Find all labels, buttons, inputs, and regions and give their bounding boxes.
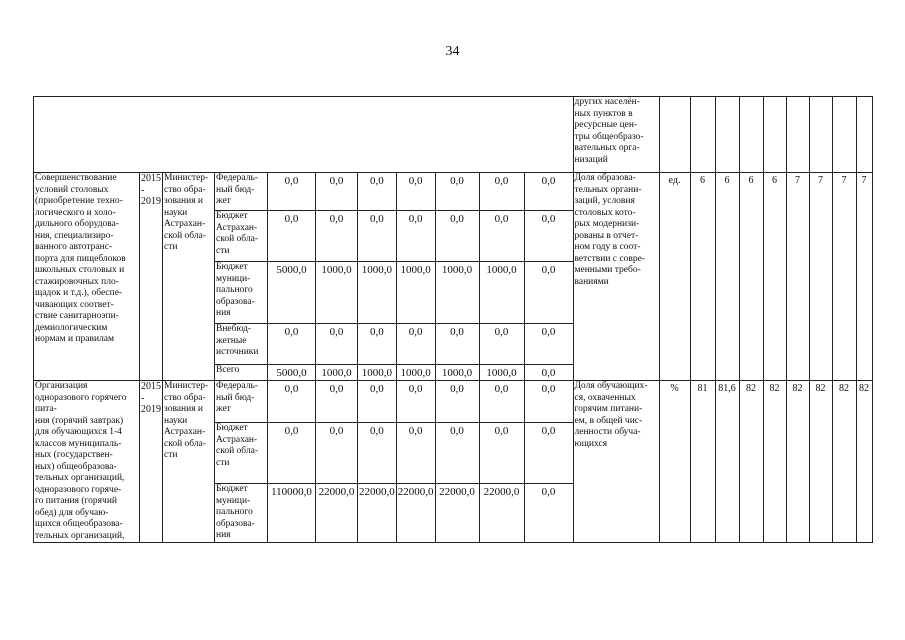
funding-source: Федераль- ный бюд- жет bbox=[215, 381, 268, 423]
funding-value: 0,0 bbox=[479, 211, 524, 262]
funding-value: 1000,0 bbox=[479, 365, 524, 381]
measure-name: Организация одноразового горячего пита- ния (горячий завтрак) для обучающихся 1-4 классов муниципаль- ных (государствен- ных) общеобразова- тельных организаций, одноразового горяче- го питания (горячий обед) для обучаю- щихся общеобразова- тельных организаций, bbox=[34, 381, 140, 543]
funding-value: 0,0 bbox=[524, 484, 573, 543]
funding-value: 22000,0 bbox=[316, 484, 358, 543]
funding-value: 0,0 bbox=[479, 324, 524, 365]
funding-value: 0,0 bbox=[358, 211, 397, 262]
funding-value: 0,0 bbox=[524, 262, 573, 324]
funding-value: 1000,0 bbox=[358, 365, 397, 381]
funding-value: 0,0 bbox=[396, 173, 435, 211]
funding-value: 0,0 bbox=[268, 211, 316, 262]
funding-value: 0,0 bbox=[268, 381, 316, 423]
indicator-value: 7 bbox=[832, 173, 856, 381]
measure-name: Совершенствование условий столовых (приобретение техно- логического и холо- дильного оборудова- ния, специализиро- ванного автотранс- порта для пищеблоков школьных столовых и стажировочных пло- щадок и т.д.), обеспе- чивающих соответ- ствие санитарноэпи- демиологическим нормам и правилам bbox=[34, 173, 140, 381]
measure-executor: Министер- ство обра- зования и науки Астрахан- ской обла- сти bbox=[163, 173, 215, 381]
funding-value: 0,0 bbox=[435, 423, 479, 484]
funding-value: 0,0 bbox=[524, 381, 573, 423]
funding-source: Бюджет Астрахан- ской обла- сти bbox=[215, 211, 268, 262]
funding-source: Федераль- ный бюд- жет bbox=[215, 173, 268, 211]
funding-value: 0,0 bbox=[479, 423, 524, 484]
indicator-value: 82 bbox=[739, 381, 763, 543]
funding-source: Бюджет муници- пального образова- ния bbox=[215, 484, 268, 543]
funding-source: Всего bbox=[215, 365, 268, 381]
funding-value: 22000,0 bbox=[358, 484, 397, 543]
funding-value: 1000,0 bbox=[316, 365, 358, 381]
funding-value: 0,0 bbox=[268, 173, 316, 211]
indicator-value: 81,6 bbox=[715, 381, 739, 543]
funding-value: 0,0 bbox=[435, 173, 479, 211]
funding-value: 0,0 bbox=[358, 423, 397, 484]
funding-value: 0,0 bbox=[358, 173, 397, 211]
funding-value: 0,0 bbox=[316, 381, 358, 423]
funding-value: 5000,0 bbox=[268, 262, 316, 324]
indicator-value: 6 bbox=[690, 173, 715, 381]
funding-value: 5000,0 bbox=[268, 365, 316, 381]
funding-value: 0,0 bbox=[524, 211, 573, 262]
indicator-value: 7 bbox=[856, 173, 872, 381]
funding-value: 22000,0 bbox=[479, 484, 524, 543]
funding-value: 0,0 bbox=[268, 324, 316, 365]
indicator-value: 82 bbox=[786, 381, 809, 543]
funding-value: 0,0 bbox=[396, 381, 435, 423]
indicator-value: 7 bbox=[786, 173, 809, 381]
measure-years: 2015 - 2019 bbox=[140, 173, 163, 381]
indicator-value: 81 bbox=[690, 381, 715, 543]
funding-value: 0,0 bbox=[316, 423, 358, 484]
funding-value: 1000,0 bbox=[396, 262, 435, 324]
indicator-value: 7 bbox=[809, 173, 832, 381]
indicator-value: 6 bbox=[739, 173, 763, 381]
indicator-unit: % bbox=[659, 381, 690, 543]
funding-value: 0,0 bbox=[316, 324, 358, 365]
funding-value: 1000,0 bbox=[396, 365, 435, 381]
source-row bbox=[34, 381, 873, 423]
funding-value: 1000,0 bbox=[435, 365, 479, 381]
funding-value: 110000,0 bbox=[268, 484, 316, 543]
source-row bbox=[34, 173, 873, 211]
page-number: 34 bbox=[445, 44, 460, 59]
indicator-value: 82 bbox=[809, 381, 832, 543]
indicator-value: 82 bbox=[763, 381, 786, 543]
funding-value: 0,0 bbox=[396, 211, 435, 262]
funding-value: 0,0 bbox=[316, 173, 358, 211]
funding-value: 0,0 bbox=[358, 324, 397, 365]
funding-source: Внебюд- жетные источники bbox=[215, 324, 268, 365]
funding-value: 0,0 bbox=[435, 324, 479, 365]
indicator-value: 82 bbox=[832, 381, 856, 543]
program-table bbox=[33, 96, 873, 543]
funding-value: 0,0 bbox=[479, 173, 524, 211]
indicator-unit: ед. bbox=[659, 173, 690, 381]
funding-value: 0,0 bbox=[524, 365, 573, 381]
funding-value: 0,0 bbox=[435, 211, 479, 262]
funding-value: 1000,0 bbox=[435, 262, 479, 324]
funding-value: 1000,0 bbox=[479, 262, 524, 324]
indicator-value: 6 bbox=[763, 173, 786, 381]
funding-value: 0,0 bbox=[358, 381, 397, 423]
funding-value: 0,0 bbox=[524, 423, 573, 484]
indicator-name: Доля образова- тельных органи- заций, условия столовых кото- рых модернизи- рованы в отчет- ном году в соот- ветствии с совре- менными требо- ваниями bbox=[573, 173, 659, 381]
carryover-row bbox=[34, 97, 873, 173]
funding-value: 22000,0 bbox=[396, 484, 435, 543]
funding-value: 0,0 bbox=[396, 423, 435, 484]
funding-value: 0,0 bbox=[268, 423, 316, 484]
funding-value: 0,0 bbox=[396, 324, 435, 365]
funding-value: 0,0 bbox=[316, 211, 358, 262]
indicator-name: Доля обучающих- ся, охваченных горячим питани- ем, в общей чис- ленности обуча- ющихся bbox=[573, 381, 659, 543]
funding-source: Бюджет муници- пального образова- ния bbox=[215, 262, 268, 324]
measure-years: 2015 - 2019 bbox=[140, 381, 163, 543]
indicator-text: других населён- ных пунктов в ресурсные цен- тры общеобразо- вательных орга- низаций bbox=[573, 97, 659, 173]
funding-value: 22000,0 bbox=[435, 484, 479, 543]
funding-value: 0,0 bbox=[524, 324, 573, 365]
indicator-value: 6 bbox=[715, 173, 739, 381]
indicator-value: 82 bbox=[856, 381, 872, 543]
funding-value: 0,0 bbox=[435, 381, 479, 423]
funding-value: 0,0 bbox=[524, 173, 573, 211]
funding-value: 1000,0 bbox=[358, 262, 397, 324]
funding-source: Бюджет Астрахан- ской обла- сти bbox=[215, 423, 268, 484]
funding-value: 1000,0 bbox=[316, 262, 358, 324]
measure-executor: Министер- ство обра- зования и науки Астрахан- ской обла- сти bbox=[163, 381, 215, 543]
funding-value: 0,0 bbox=[479, 381, 524, 423]
